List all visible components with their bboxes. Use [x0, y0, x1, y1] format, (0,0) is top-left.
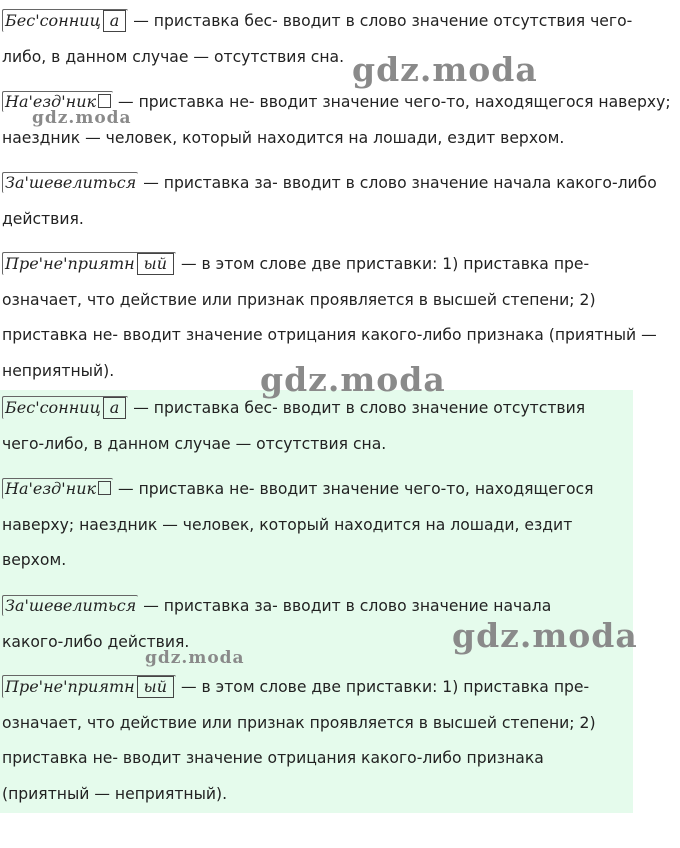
paragraph-zashevelitsya: За'шевелиться — приставка за- вводит в слово значение начала какого-либо действия. — [2, 173, 657, 228]
morpheme-word: Пре'не'приятн ый — [2, 675, 176, 698]
null-ending-box — [98, 94, 111, 108]
morpheme-word: За'шевелиться — [2, 172, 138, 193]
watermark: gdz.moda — [260, 360, 446, 399]
watermark: gdz.moda — [145, 648, 245, 668]
paragraph-preneprijatnyj: Пре'не'приятн ый — в этом слове две приставки: 1) приставка пре- означает, что действие или признак проявляется в высшей степени; 2) приставка не- вводит значение отрицания какого-либо признака (приятный — неприятный). — [2, 254, 657, 380]
ending-box: ый — [137, 676, 174, 698]
paragraph-bessonnitsa-2: Бес'сонниц а — приставка бес- вводит в слово значение отсутствия чего-либо, в данном случае — отсутствия сна. — [2, 398, 586, 453]
paragraph-zashevelitsya-2: За'шевелиться — приставка за- вводит в слово значение начала какого-либо действия. — [2, 596, 552, 651]
watermark: gdz.moda — [452, 616, 638, 655]
watermark: gdz.moda — [352, 50, 538, 89]
morpheme-word: Бес'сонниц а — [2, 9, 128, 32]
null-ending-box — [98, 481, 111, 495]
ending-box: ый — [137, 253, 174, 275]
morpheme-word: Бес'сонниц а — [2, 396, 128, 419]
ending-box: а — [103, 10, 127, 32]
ending-box: а — [103, 397, 127, 419]
morpheme-word: Пре'не'приятн ый — [2, 252, 176, 275]
watermark: gdz.moda — [32, 108, 132, 128]
morpheme-word: За'шевелиться — [2, 595, 138, 616]
paragraph-preneprijatnyj-2: Пре'не'приятн ый — в этом слове две приставки: 1) приставка пре- означает, что действие или признак проявляется в высшей степени; 2) приставка не- вводит значение отрицания какого-либо признака (приятный — неприятный). — [2, 677, 596, 803]
paragraph-naezdnik-2: На'езд'ник — приставка не- вводит значение чего-то, находящегося наверху; наездник — человек, который находится на лошади, ездит верхом. — [2, 479, 594, 569]
morpheme-word: На'езд'ник — [2, 478, 113, 499]
morpheme-word: На'езд'ник — [2, 91, 113, 112]
paragraph-bessonnitsa: Бес'сонниц а — приставка бес- вводит в слово значение отсутствия чего-либо, в данном случае — отсутствия сна. — [2, 11, 633, 66]
paragraph-naezdnik: На'езд'ник — приставка не- вводит значение чего-то, находящегося наверху; наездник — человек, который находится на лошади, ездит верхом. — [2, 92, 671, 147]
